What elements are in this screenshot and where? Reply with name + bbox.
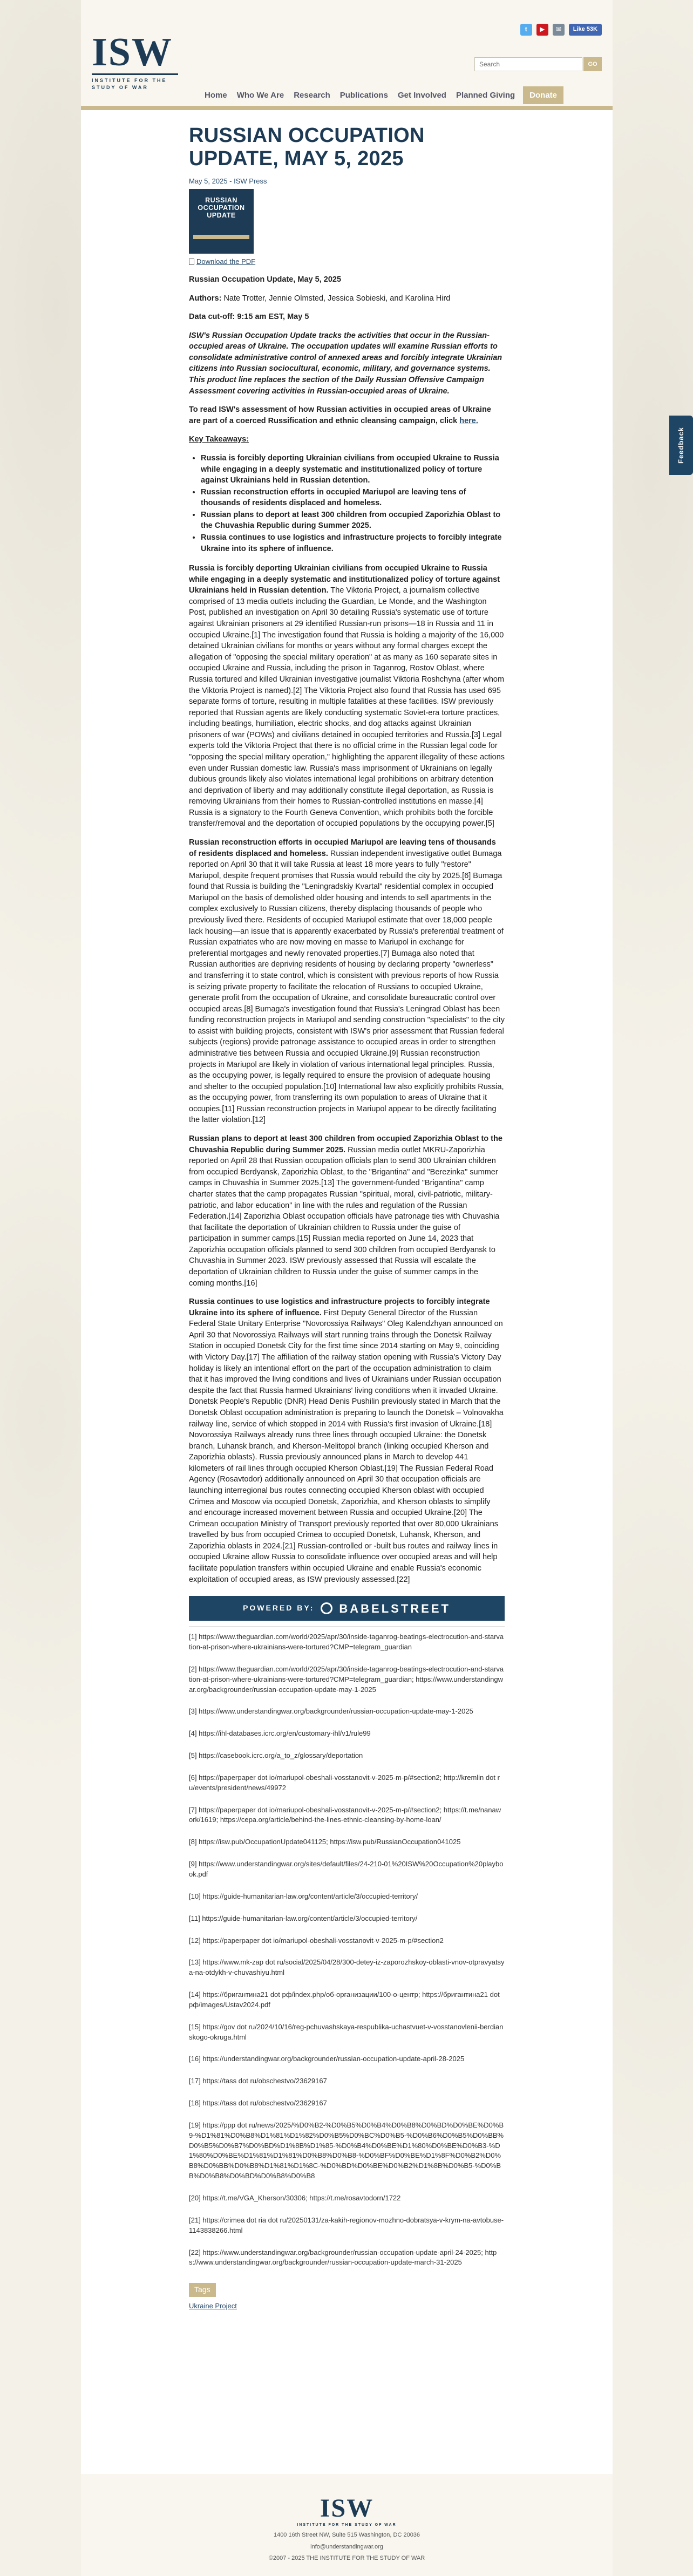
babelstreet-brand: BABELSTREET [339,1601,451,1615]
reference-item[interactable]: [11] https://guide-humanitarian-law.org/content/article/3/occupied-territory/ [189,1914,418,1922]
body-paragraph-1 [189,563,505,830]
references [189,1626,505,2268]
nav-who-we-are[interactable]: Who We Are [236,91,284,100]
body-paragraph-4 [189,1296,505,1585]
isw-logo[interactable] [92,32,178,91]
nav-publications[interactable]: Publications [339,91,388,100]
footer-logo[interactable]: ISW [320,2494,374,2523]
article-content [81,110,613,2474]
reference-item[interactable]: [22] https://www.understandingwar.org/backgrounder/russian-occupation-update-april-24-2025; https://www.understandingwar.org/backgrounder/russian-occupation-update-march-31-2025 [189,2248,497,2267]
search-input[interactable] [474,57,582,71]
intro-paragraph: ISW's Russian Occupation Update tracks the activities that occur in the Russian-occupied areas of Ukraine. The occupation updates will examine Russian efforts to consolidate administrative control of annexed areas and forcibly integrate Ukrainian citizens into Russian sociocultural, economic, military, and governance systems. This product line replaces the section of the Daily Russian Offensive Campaign Assessment covering activities in Russian-occupied areas of Ukraine. [189,331,502,396]
list-item: • Russian reconstruction efforts in occupied Mariupol are leaving tens of thousands of residents displaced and homeless. [201,487,505,509]
key-takeaways-list [201,453,505,554]
reference-item[interactable]: [12] https://paperpaper dot io/mariupol-obeshali-vosstanovit-v-2025-m-p/#section2 [189,1936,444,1945]
read-more-paragraph [189,404,505,426]
download-pdf-link[interactable]: Download the PDF [196,257,256,266]
reference-item[interactable]: [15] https://gov dot ru/2024/10/16/reg-pchuvashskaya-respublika-uchastvuet-v-vosstanovlenii-berdianskogo-okruga.html [189,2022,504,2041]
reference-item[interactable]: [6] https://paperpaper dot io/mariupol-obeshali-vosstanovit-v-2025-m-p/#section2; http://kremlin dot ru/events/president/news/49972 [189,1773,500,1792]
facebook-like-button[interactable]: Like 53K [569,24,602,36]
reference-item[interactable]: [10] https://guide-humanitarian-law.org/content/article/3/occupied-territory/ [189,1892,418,1900]
email-icon[interactable]: ✉ [553,24,565,36]
site-footer [81,2474,613,2576]
paragraph-text: Russian media outlet MKRU-Zaporizhia reported on April 28 that Russian occupation officials plan to send 300 Ukrainian children from occupied Berdyansk, Zaporizhia Oblast, to the "Brigantina" and "Berezinka" summer camps in Chuvashia in Summer 2025.[13] The government-funded "Brigantina" camp charter states that the camp propagates Russian "spiritual, moral, civil-patriotic, military-patriotic, and labor education" in line with the rules and regulation of the Russian Federation.[14] Zaporizhia Oblast occupation officials have patronage ties with Chuvashia that facilitate the deportation of Ukrainian children to Russia under the guise of participation in summer camps.[15] Russian media reported on June 14, 2023 that Zaporizhia occupation officials planned to send 300 children from occupied Berdyansk to Chuvashia in Summer 2023. ISW previously assessed that Russia will escalate the deportation of Ukrainian children to Russia under the guise of summer camps in the coming months.[16] [189,1145,500,1288]
header-divider [81,106,613,110]
body-paragraph-3 [189,1133,505,1289]
paragraph-lead: Russian plans to deport at least 300 children from occupied Zaporizhia Oblast to the Chuvashia Republic during Summer 2025. [189,1134,502,1154]
reference-item[interactable]: [9] https://www.understandingwar.org/sites/default/files/24-210-01%20ISW%20Occupation%20playbook.pdf [189,1860,504,1878]
logo-mark: ISW [92,32,178,75]
authors-names: Nate Trotter, Jennie Olmsted, Jessica Sobieski, and Karolina Hird [223,294,451,303]
twitter-icon[interactable]: t [520,24,532,36]
reference-item[interactable]: [16] https://understandingwar.org/backgrounder/russian-occupation-update-april-28-2025 [189,2055,465,2063]
reference-item[interactable]: [2] https://www.theguardian.com/world/2025/apr/30/inside-taganrog-beatings-electrocution-and-starvation-at-prison-where-ukrainians-were-tortured?CMP=telegram_guardian; https://www.understandingwar.org/backgrounder/russian-occupation-update-may-1-2025 [189,1664,504,1694]
reference-item[interactable]: [8] https://isw.pub/OccupationUpdate041125; https://isw.pub/RussianOccupation041025 [189,1838,461,1846]
nav-home[interactable]: Home [205,91,227,100]
reference-item[interactable]: [13] https://www.mk-zap dot ru/social/2025/04/28/300-detey-iz-zaporozhskoy-oblasti-vnov-otpravyatsya-na-otdykh-v-chuvashiyu.html [189,1958,505,1977]
powered-by-banner[interactable] [189,1596,505,1621]
reference-item[interactable]: [5] https://casebook.icrc.org/a_to_z/glossary/deportation [189,1751,363,1760]
reference-item[interactable]: [7] https://paperpaper dot io/mariupol-obeshali-vosstanovit-v-2025-m-p/#section2; https://t.me/nanawork/1619; https://cepa.org/article/behind-the-lines-ethnic-cleansing-by-home-loan/ [189,1805,501,1824]
download-pdf-row [189,257,505,267]
list-item: • Russia is forcibly deporting Ukrainian civilians from occupied Ukraine to Russia while engaging in a deeply systematic and institutionalized policy of torture against Ukrainians held in Russian detention. [201,453,505,486]
report-cover-image [189,189,254,254]
list-item: • Russia continues to use logistics and infrastructure projects to forcibly integrate Ukraine into its sphere of influence. [201,532,505,554]
main-nav [200,86,563,104]
nav-planned-giving[interactable]: Planned Giving [456,91,515,100]
paragraph-lead: Russian reconstruction efforts in occupied Mariupol are leaving tens of thousands of residents displaced and homeless. [189,838,496,858]
youtube-icon[interactable]: ▶ [536,24,548,36]
date-line: May 5, 2025 - ISW Press [189,177,267,186]
authors-label: Authors: [189,294,222,303]
authors-line [189,293,505,304]
nav-get-involved[interactable]: Get Involved [397,91,446,100]
footer-email[interactable]: info@understandingwar.org [310,2543,383,2550]
tag-ukraine-project[interactable]: Ukraine Project [189,2302,237,2310]
reference-item[interactable]: [4] https://ihl-databases.icrc.org/en/customary-ihl/v1/rule99 [189,1729,371,1738]
pdf-icon [189,259,194,265]
data-cutoff: Data cut-off: 9:15 am EST, May 5 [189,312,309,322]
reference-item[interactable]: [3] https://www.understandingwar.org/backgrounder/russian-occupation-update-may-1-2025 [189,1707,473,1716]
babelstreet-logo-icon [321,1602,332,1614]
footer-copyright: ©2007 - 2025 THE INSTITUTE FOR THE STUDY OF WAR [268,2555,425,2562]
reference-item[interactable]: [17] https://tass dot ru/obschestvo/23629167 [189,2077,327,2085]
nav-research[interactable]: Research [294,91,330,100]
paragraph-text: The Viktoria Project, a journalism collective comprised of 13 media outlets including the Guardian, Le Monde, and the Washington Post, published an investigation on April 30 detailing Russia's systematic use of torture against Ukrainian prisoners at 29 identified Russian-run prisons—18 in Russia and 11 in occupied Ukraine.[1] The investigation found that Russia is holding a majority of the 16,000 detained Ukrainian civilians for months or years without any formal charges except the allegation of "opposing the special military operation" at as many as 160 separate sites in occupied Ukraine and Russia, including the prison in Taganrog, Rostov Oblast, where Russia tortured and killed Ukrainian investigative journalist Viktoria Roshchyna (after whom the Viktoria Project is named).[2] The Viktoria Project also found that Russia has used 695 separate forms of torture, resulting in multiple fatalities at these facilities. ISW previously reported that Russian agents are likely conducting systematic Soviet-era torture practices, including beatings, humiliation, electric shocks, and dog attacks against Ukrainian prisoners of war (POWs) and civilians detained in occupied territories and Russia.[3] Legal experts told the Viktoria Project that there is no official crime in the Russian legal code for "opposing the special military operation," highlighting the apparent illegality of these actions even under Russian domestic law. Russia's mass imprisonment of Ukrainians on legally dubious grounds likely also violates international legal prohibitions on arbitrary detention and deprivation of liberty and may additionally constitute illegal deportation, as Russia is removing Ukrainians from their homes to Russian-controlled institutions en masse.[4] Russia is a signatory to the Fourth Geneva Convention, which prohibits both the forcible transfer/removal and the deportation of occupied populations by the occupying power.[5] [189,586,505,828]
body-paragraph-2 [189,837,505,1126]
article-subtitle: Russian Occupation Update, May 5, 2025 [189,275,342,284]
logo-subtitle: INSTITUTE FOR THE STUDY OF WAR [92,78,167,90]
read-more-text: To read ISW's assessment of how Russian activities in occupied areas of Ukraine are part of a coerced Russification and ethnic cleansing campaign, click [189,405,491,425]
reference-item[interactable]: [19] https://ppp dot ru/news/2025/%D0%B2-%D0%B5%D0%B4%D0%B8%D0%BD%D0%BE%D0%B9-%D1%81%D0%B8%D1%81%D1%82%D0%B5%D0%BC%D0%B5-%D0%B6%D0%B5%D0%BB%D0%B5%D0%B7%D0%BD%D1%8B%D1%85-%D0%B4%D0%BE%D1%80%D0%BE%D0%B3-%D1%80%D0%BE%D1%81%D1%81%D0%B8%D0%B8-%D0%BF%D0%BE%D1%8F%D0%B2%D0%B8%D0%BB%D0%B8%D1%81%D1%8C-%D0%BD%D0%BE%D0%B2%D1%8B%D0%B5-%D0%BB%D0%B8%D0%BD%D0%B8%D0%B8 [189,2120,504,2180]
cover-accent-bar [193,235,249,239]
read-more-link[interactable]: here. [459,416,478,425]
social-links [520,24,602,36]
paragraph-text: Russian independent investigative outlet Bumaga reported on April 30 that it will take Russia at least 18 more years to fully "restore" Mariupol, despite frequent promises that Russia would rebuild the city by 2025.[6] Bumaga found that Russia is building the "Leningradskiy Kvartal" residential complex in occupied Mariupol on the basis of demolished older housing and intends to sell apartments in the complex exclusively to Russian citizens, thereby displacing thousands of people who previously lived there. Residents of occupied Mariupol estimate that over 18,000 people lack housing—an issue that is apparently exacerbated by Russia's preferential treatment of Russian expatriates who are now moving en masse to Mariupol in exchange for preferential mortgages and newly renovated properties.[7] Bumaga also noted that Russian authorities are depriving residents of housing by declaring property "ownerless" and transferring it to state control, which is consistent with previous reports of how Russia is seizing private property to facilitate the relocation of Russians to occupied Ukraine, generate profit from the occupation of Ukraine, and consolidate bureaucratic control over occupied areas.[8] Bumaga's investigation found that Russia's Leningrad Oblast has been funding reconstruction projects in Mariupol and sending construction "specialists" to the city to assist with building projects, consistent with ISW's prior assessment that Russian federal subjects (regions) provide patronage assistance to occupied areas in order to strengthen administrative ties between Russia and occupied Ukraine.[9] Russian reconstruction projects in Mariupol are likely in violation of various international legal principles. Russia, as the occupying power, is legally required to ensure the provision of adequate housing and shelter to the occupied population.[10] International law also explicitly prohibits Russia, as the occupying power, from transferring its own population to areas of Ukraine that it occupies.[11] Russian reconstruction projects in Mariupol appear to be directly facilitating the latter violation.[12] [189,849,505,1125]
reference-item[interactable]: [18] https://tass dot ru/obschestvo/23629167 [189,2099,327,2108]
site-header [81,0,613,108]
footer-logo-subtitle: INSTITUTE FOR THE STUDY OF WAR [297,2523,397,2527]
search-go-button[interactable]: GO [583,57,602,71]
reference-item[interactable]: [20] https://t.me/VGA_Kherson/30306; https://t.me/rosavtodorn/1722 [189,2194,401,2203]
powered-by-label: POWERED BY: [243,1603,315,1613]
footer-address: 1400 16th Street NW, Suite 515 Washington, DC 20036 [273,2531,420,2538]
reference-item[interactable]: [14] https://бригантина21 dot рф/index.php/об-организации/100-о-центр; https://бригантина21 dot рф/images/Ustav2024.pdf [189,1990,500,2009]
key-takeaways-label: Key Takeaways: [189,435,249,444]
page-title: RUSSIAN OCCUPATION UPDATE, MAY 5, 2025 [189,124,425,170]
reference-item[interactable]: [21] https://crimea dot ria dot ru/20250131/za-kakih-regionov-mozhno-dobratsya-v-krym-na-avtobuse-1143838266.html [189,2215,504,2234]
paragraph-lead: Russia continues to use logistics and infrastructure projects to forcibly integrate Ukraine into its sphere of influence. [189,1297,490,1317]
tags-label: Tags [189,2283,216,2297]
donate-button[interactable]: Donate [523,86,563,104]
list-item: • Russian plans to deport at least 300 children from occupied Zaporizhia Oblast to the Chuvashia Republic during Summer 2025. [201,509,505,532]
reference-item[interactable]: [1] https://www.theguardian.com/world/2025/apr/30/inside-taganrog-beatings-electrocution-and-starvation-at-prison-where-ukrainians-were-tortured?CMP=telegram_guardian [189,1633,504,1651]
paragraph-lead: Russia is forcibly deporting Ukrainian civilians from occupied Ukraine to Russia while engaging in a deeply systematic and institutionalized policy of torture against Ukrainians held in Russian detention. [189,564,500,595]
cover-title: RUSSIAN OCCUPATION UPDATE [198,196,245,220]
feedback-tab[interactable]: Feedback [669,416,693,475]
paragraph-text: First Deputy General Director of the Russian Federal State Unitary Enterprise "Novorossiya Railways" Oleg Kalendzhyan announced on April 30 that Novorossiya Railways will start running trains through the Donetsk Railway Station in occupied Donetsk City for the first time since 2014 starting on May 9, coinciding with Victory Day.[17] The affiliation of the railway station opening with Russia's Victory Day holiday is likely an intentional effort on the part of the occupation administration to claim that it has improved the living conditions and lives of Ukrainians under Russian occupation despite the fact that Russia harmed Ukrainians' living conditions when it invaded Ukraine. Donetsk People's Republic (DNR) Head Denis Pushilin previously stated in March that the Donetsk Oblast occupation administration is preparing to launch the Donetsk – Volnovakha railway line, service of which stopped in 2014 with Russia's first invasion of Ukraine.[18] Novorossiya Railways already runs three lines through occupied Ukraine: the Donetsk branch, Luhansk branch, and Kherson-Melitopol branch (linking occupied Kherson and Zaporizhia oblasts). Russia previously announced plans in March to develop 441 kilometers of rail lines through occupied Kherson Oblast.[19] The Russian Federal Road Agency (Rosavtodor) additionally announced on April 30 that occupation officials are launching interregional bus routes connecting occupied Kherson oblast with occupied Crimea and Moscow via occupied Donetsk, Zaporizhia, and Kherson oblasts to simplify and encourage increased movement between Russia and occupied Ukraine.[20] The Crimean occupation Ministry of Transport previously reported that over 80,000 Ukrainians travelled by bus from occupied Crimea to occupied Donetsk, Luhansk, Kherson, and Zaporizhia oblasts in 2024.[21] Russian-controlled or -built bus routes and railway lines in occupied Ukraine allow Russia to consolidate influence over occupied areas and will help facilitate population transfers within occupied Ukraine and enable Russia's economic exploitation of occupied areas, as ISW previously assessed.[22] [189,1308,504,1584]
